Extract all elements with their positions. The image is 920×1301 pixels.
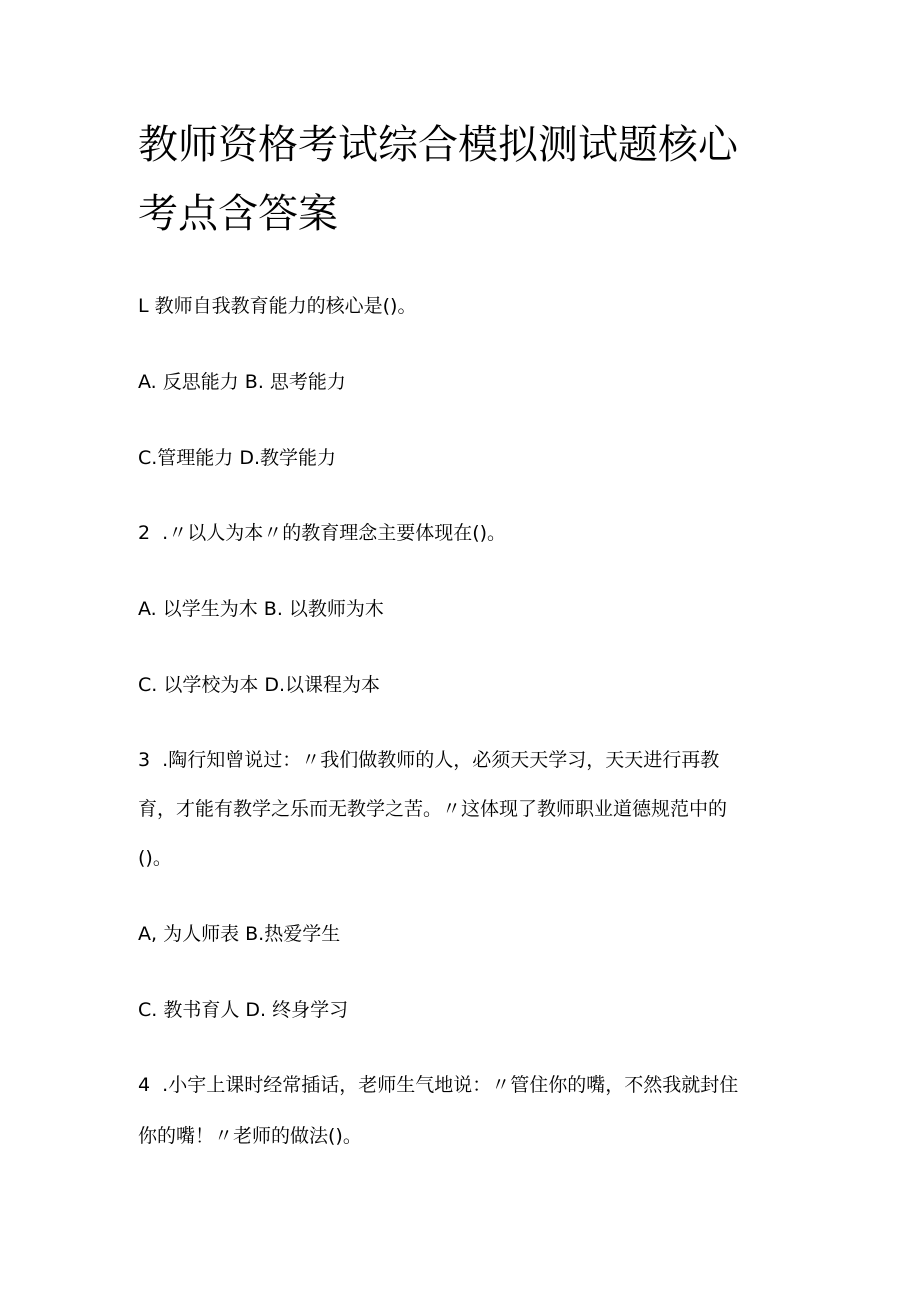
question-3-stem-line-1: 3 .陶行知曾说过：〃我们做教师的人，必须天天学习，天天进行再教 <box>138 749 720 771</box>
question-3-stem-line-2: 育，才能有教学之乐而无教学之苦。〃这体现了教师职业道德规范中的 <box>138 798 728 820</box>
document-title-line-1: 教师资格考试综合模拟测试题核心 <box>138 122 738 168</box>
question-4-stem-line-2: 你的嘴！〃老师的做法()。 <box>138 1125 362 1147</box>
question-2-options-cd: C. 以学校为本 D.以课程为本 <box>138 674 381 696</box>
question-2-stem: 2 .〃以人为本〃的教育理念主要体现在()。 <box>138 522 507 544</box>
question-4-stem-line-1: 4 .小宇上课时经常插话，老师生气地说：〃管住你的嘴，不然我就封住 <box>138 1074 739 1096</box>
question-3-options-cd: C. 教书育人 D. 终身学习 <box>138 999 349 1021</box>
question-3-options-ab: A, 为人师表 B.热爱学生 <box>138 923 341 945</box>
question-1-options-ab: A. 反思能力 B. 思考能力 <box>138 371 346 393</box>
question-3-stem-line-3: ()。 <box>138 847 172 869</box>
question-1-options-cd: C.管理能力 D.教学能力 <box>138 447 337 469</box>
question-1-stem: L 教师自我教育能力的核心是()。 <box>138 295 417 317</box>
document-title-line-2: 考点含答案 <box>138 191 338 237</box>
question-2-options-ab: A. 以学生为木 B. 以教师为木 <box>138 598 384 620</box>
